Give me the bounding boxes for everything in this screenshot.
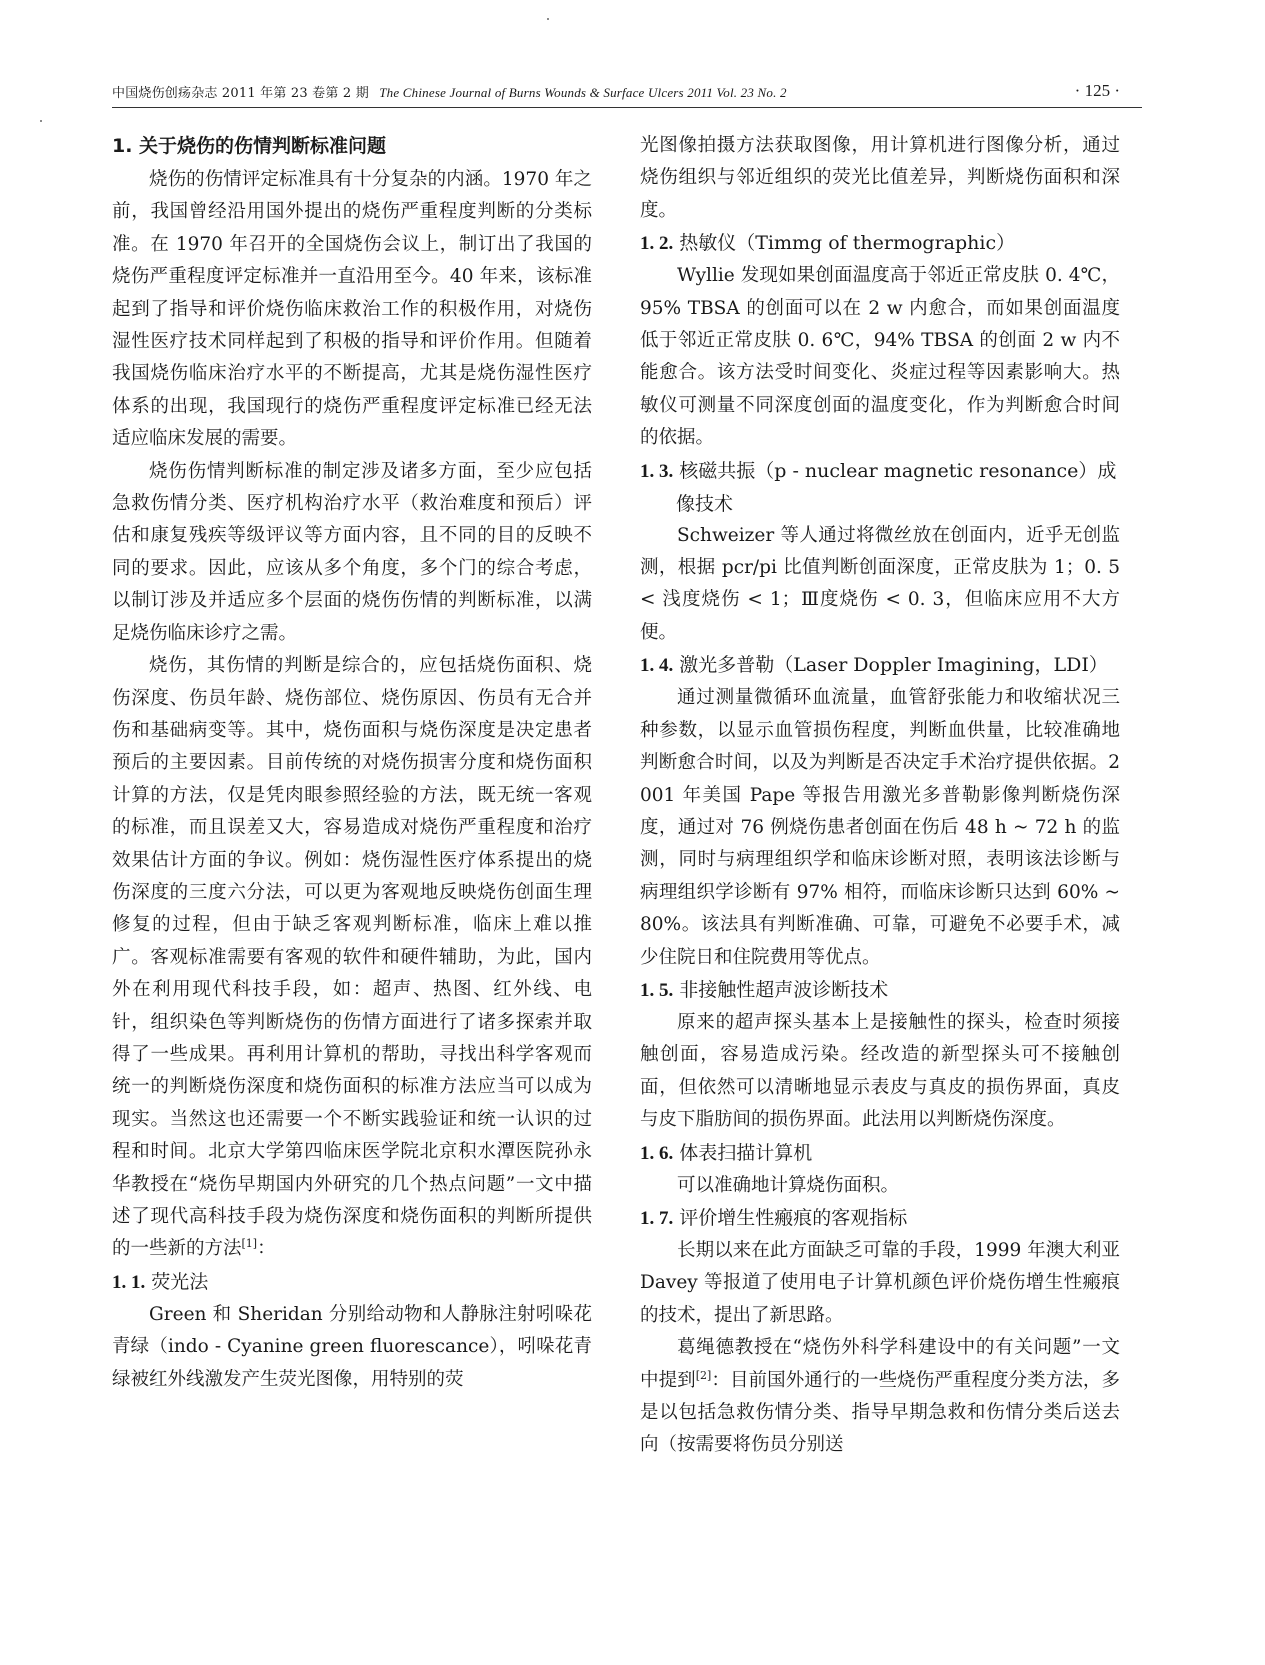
scan-speck [547, 18, 549, 20]
paragraph [640, 1332, 1120, 1462]
paragraph-continued: 光图像拍摄方法获取图像，用计算机进行图像分析，通过烧伤组织与邻近组织的荧光比值差异，判断烧伤面积和深度。 [640, 135, 1120, 221]
paragraph: Wyllie 发现如果创面温度高于邻近正常皮肤 0. 4℃，95% TBSA 的创面可以在 2 w 内愈合，而如果创面温度低于邻近正常皮肤 0. 6℃，94% TBSA 的创面 2 w 内不能愈合。该方法受时间变化、炎症过程等因素影响大。热敏仪可测量不同深度创面的温度变化，作为判断愈合时间的依据。 [640, 265, 1120, 449]
paragraph [112, 650, 592, 1266]
subsection-number: 1. 3. [640, 460, 674, 482]
subsection-title: 评价增生性瘢痕的客观指标 [679, 1206, 908, 1229]
subsection-heading [640, 227, 1120, 260]
subsection-heading [640, 455, 1120, 520]
subsection-title: 激光多普勒（Laser Doppler Imagining，LDI） [679, 654, 1108, 677]
subsection-number: 1. 1. [112, 1271, 146, 1293]
subsection-title: 体表扫描计算机 [679, 1141, 813, 1164]
subsection-title: 热敏仪（Timmg of thermographic） [679, 232, 1016, 255]
subsection-heading [640, 649, 1120, 682]
subsection-heading [112, 1266, 592, 1299]
paragraph-text: 烧伤，其伤情的判断是综合的，应包括烧伤面积、烧伤深度、伤员年龄、烧伤部位、烧伤原因、伤员有无合并伤和基础病变等。其中，烧伤面积与烧伤深度是决定患者预后的主要因素。目前传统的对烧伤损害分度和烧伤面积计算的方法，仅是凭肉眼参照经验的方法，既无统一客观的标准，而且误差又大，容易造成对烧伤严重程度和治疗效果估计方面的争议。例如：烧伤湿性医疗体系提出的烧伤深度的三度六分法，可以更为客观地反映烧伤创面生理修复的过程，但由于缺乏客观判断标准，临床上难以推广。客观标准需要有客观的软件和硬件辅助，为此，国内外在利用现代科技手段，如：超声、热图、红外线、电针，组织染色等判断烧伤的伤情方面进行了诸多探索并取得了一些成果。再利用计算机的帮助，寻找出科学客观而统一的判断烧伤深度和烧伤面积的标准方法应当可以成为现实。当然这也还需要一个不断实践验证和统一认识的过程和时间。北京大学第四临床医学院北京积水潭医院孙永华教授在“烧伤早期国内外研究的几个热点问题”一文中描述了现代高科技手段为烧伤深度和烧伤面积的判断所提供的一些新的方法 [112, 655, 592, 1260]
citation-ref: [1] [241, 1237, 258, 1251]
section-heading: 1. 关于烧伤的伤情判断标准问题 [112, 135, 387, 157]
paragraph-text: 葛绳德教授在“烧伤外科学科建设中的有关问题”一文中提到 [640, 1337, 1120, 1391]
paragraph-text: ：目前国外通行的一些烧伤严重程度分类方法，多是以包括急救伤情分类、指导早期急救和伤情分类后送去向（按需要将伤员分别送 [640, 1369, 1120, 1456]
paragraph: 通过测量微循环血流量，血管舒张能力和收缩状况三种参数，以显示血管损伤程度，判断血供量，比较准确地判断愈合时间，以及为判断是否决定手术治疗提供依据。2001 年美国 Pape 等报告用激光多普勒影像判断烧伤深度，通过对 76 例烧伤患者创面在伤后 48 h ~ 72 h 的监测，同时与病理组织学和临床诊断对照，表明该法诊断与病理组织学诊断有 97% 相符，而临床诊断只达到 60% ~ 80%。该法具有判断准确、可靠，可避免不必要手术，减少住院日和住院费用等优点。 [640, 687, 1120, 968]
subsection-heading [640, 974, 1120, 1007]
subsection-title: 核磁共振（p - nuclear magnetic resonance）成像技术 [676, 459, 1117, 515]
punctuation: ： [257, 1238, 276, 1260]
paragraph: 烧伤的伤情评定标准具有十分复杂的内涵。1970 年之前，我国曾经沿用国外提出的烧伤严重程度判断的分类标准。在 1970 年召开的全国烧伤会议上，制订出了我国的烧伤严重程度评定标准并一直沿用至今。40 年来，该标准起到了指导和评价烧伤临床救治工作的积极作用，对烧伤湿性医疗技术同样起到了积极的指导和评价作用。但随着我国烧伤临床治疗水平的不断提高，尤其是烧伤湿性医疗体系的出现，我国现行的烧伤严重程度评定标准已经无法适应临床发展的需要。 [112, 169, 592, 450]
subsection-number: 1. 6. [640, 1142, 674, 1164]
paragraph: 可以准确地计算烧伤面积。 [677, 1174, 900, 1196]
paragraph: Green 和 Sheridan 分别给动物和人静脉注射吲哚花青绿（indo - Cyanine green fluorescance），吲哚花青绿被红外线激发产生荧光图像，用特别的荧 [112, 1303, 592, 1390]
citation-ref: [2] [695, 1368, 712, 1382]
left-column [112, 130, 592, 1396]
journal-line [112, 82, 787, 101]
paragraph: 原来的超声探头基本上是接触性的探头，检查时须接触创面，容易造成污染。经改造的新型探头可不接触创面，但依然可以清晰地显示表皮与真皮的损伤界面，真皮与皮下脂肪间的损伤界面。此法用以判断烧伤深度。 [640, 1011, 1120, 1131]
subsection-title: 非接触性超声波诊断技术 [679, 978, 889, 1001]
right-column [640, 130, 1120, 1462]
page-number: · 125 · [1074, 81, 1120, 100]
subsection-number: 1. 4. [640, 655, 674, 677]
running-header [112, 81, 1142, 108]
subsection-number: 1. 2. [640, 233, 674, 255]
journal-title-en: The Chinese Journal of Burns Wounds & Surface Ulcers 2011 Vol. 23 No. 2 [379, 85, 787, 100]
subsection-heading [640, 1202, 1120, 1235]
paragraph: 长期以来在此方面缺乏可靠的手段，1999 年澳大利亚 Davey 等报道了使用电子计算机颜色评价烧伤增生性瘢痕的技术，提出了新思路。 [640, 1239, 1120, 1326]
subsection-title: 荧光法 [151, 1270, 209, 1293]
paragraph: 烧伤伤情判断标准的制定涉及诸多方面，至少应包括急救伤情分类、医疗机构治疗水平（救治难度和预后）评估和康复残疾等级评议等方面内容，且不同的目的反映不同的要求。因此，应该从多个角度，多个门的综合考虑，以制订涉及并适应多个层面的烧伤伤情的判断标准，以满足烧伤临床诊疗之需。 [112, 460, 592, 644]
paragraph: Schweizer 等人通过将微丝放在创面内，近乎无创监测，根据 pcr/pi 比值判断创面深度，正常皮肤为 1；0. 5 < 浅度烧伤 < 1；Ⅲ度烧伤 < 0. 3，但临床应用不大方便。 [640, 524, 1120, 643]
scan-speck [40, 120, 42, 122]
subsection-number: 1. 5. [640, 979, 674, 1001]
subsection-heading [640, 1137, 1120, 1170]
subsection-number: 1. 7. [640, 1207, 674, 1229]
journal-title-cn: 中国烧伤创疡杂志 2011 年第 23 卷第 2 期 [112, 86, 369, 101]
